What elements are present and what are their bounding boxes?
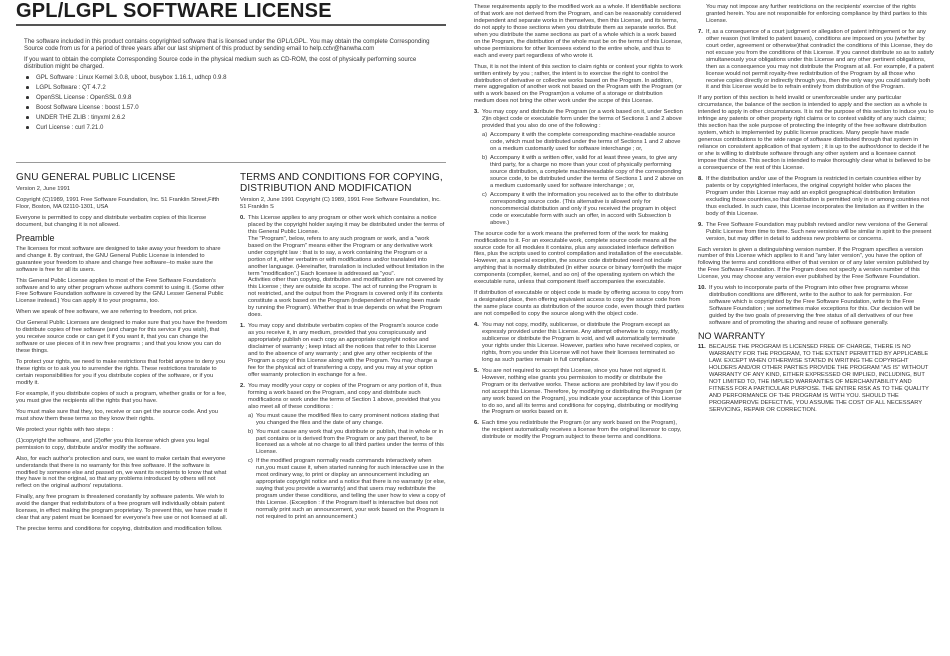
term-section-2 (240, 383, 446, 521)
section-text: The "Program", below, refers to any such program or work, and a "work based on the Program" means either the Program or any derivative work under copyright law : that is to say, a work containing the Program or a portion of it, either verbatim or with modifications and/or translated into another language. (Hereinafter, translation is included without limitation in the term "modification".) Each licensee is addressed as "you". (248, 235, 445, 277)
term-section-5 (474, 368, 684, 417)
preamble-paragraph: This General Public License applies to most of the Free Software Foundation's software and to any other program whose authors commit to using it. (Some other Free Software Foundation software is covered by the GNU Lesser General Public License instead.) You can apply it to your programs, too. (16, 277, 225, 305)
section-text: If, as a consequence of a court judgment or allegation of patent infringement or for any other reason (not limited to patent issues), conditions are imposed on you (whether by court order, agreement or otherwise)that contradict the conditions of this License, they do not excuse you from the conditions of this License. If you cannot distribute so as to satisfy simultaneously your obligations under this License and any other pertinent obligations, then as a consequence you may not distribute the Program at all. For example, if a patent license would not permit royalty-free redistribution of the Program by all those who receive copies directly or indirectly through you, then the only way you could satisfy both it and this License would be to refrain entirely from distribution of the Program. (706, 28, 934, 91)
term-section-3 (474, 109, 684, 226)
software-item: Boost Software License : boost 1.57.0 (34, 104, 444, 111)
terms-heading: TERMS AND CONDITIONS FOR COPYING, DISTRIBUTION AND MODIFICATION (240, 172, 443, 194)
section-text: You are not required to accept this License, since you have not signed it. However, nothing else grants you permission to modify or distribute the Program or its derivative works. These actions are prohibited by law if you do not accept this License. Therefore, by modifying or distributing the Program (or any work based on the Program), you indicate your acceptance of this License to do so, and all its terms and conditions for copying, distributing or modifying the Program or works based on it. (482, 367, 682, 416)
section-text: You may copy and distribute verbatim copies of the Program's source code as you receive it, in any medium, provided that you conspicuously and appropriately publish on each copy an appropriate copyright notice and disclaimer of warranty ; keep intact all the notices that refer to this License and to the absence of any warranty ; and give any other recipients of the Program a copy of this License along with the Program. You may charge a fee for the physical act of transferring a copy, and you may at your option offer warranty protection in exchange for a fee. (248, 323, 439, 378)
section-text: You may modify your copy or copies of the Program or any portion of it, thus forming a work based on the Program, and copy and distribute such modifications or work under the terms of Section 1 above, provided that you also meet all of these conditions : (248, 382, 442, 410)
section-text: If you wish to incorporate parts of the Program into other free programs whose distribution conditions are different, write to the author to ask for permission. For software which is copyrighted by the Free Software Foundation, write to the Free Software Foundation ; we sometimes make exceptions for this. Our decision will be guided by the two goals of preserving the free status of all derivatives of our free software and of promoting the sharing and reuse of software generally. (709, 285, 921, 327)
software-item: UNDER THE ZLIB : tinyxml 2.6.2 (34, 114, 444, 121)
page-title: GPL/LGPL SOFTWARE LICENSE (16, 0, 332, 22)
gpl-column (16, 172, 228, 652)
subsection-label: c) (482, 191, 487, 198)
section-text: Each time you redistribute the Program (or any work based on the Program), the recipient automatically receives a license from the original licensor to copy, distribute or modify the Program subject to these terms and conditions. (482, 420, 682, 441)
section-number: 4. (474, 322, 479, 329)
section-number: 6. (474, 420, 479, 427)
subsection-text: If the modified program normally reads commands interactively when run,you must cause it, when started running for such interactive use in the most ordinary way, to print or display an announcement including an appropriate copyright notice and a notice that there is no warranty (or else, saying that you provide a warranty) and that users may redistribute the program under these conditions, and telling the user how to view a copy of this License. (Exception : if the Program itself is interactive but does not normally print such an announcement, your work based on the Program is not required to print an announcement.) (256, 458, 446, 520)
subsection (482, 192, 684, 227)
section-number: 3. (474, 109, 479, 116)
title-divider (16, 24, 446, 26)
preamble-paragraph: When we speak of free software, we are referring to freedom, not price. (16, 309, 198, 316)
subsection-text: Accompany it with the information you received as to the offer to distribute corresponding source code. (This alternative is allowed only for noncommercial distribution and only if you received the program in object code or executable form with such an offer, in accord with Subsection b above.) (490, 191, 679, 226)
subsection-label: b) (248, 428, 254, 435)
terms-column-final (698, 4, 934, 652)
intro-paragraph: If you want to obtain the complete Corresponding Source code in the physical medium such as CD-ROM, the cost of physically performing source distribution might be charged. (24, 55, 417, 71)
term-section-8 (698, 176, 934, 218)
subsection-text: You must cause the modified files to carry prominent notices stating that you changed the files and the date of any change. (256, 412, 439, 426)
subsection (482, 155, 684, 190)
section-number: 9. (698, 221, 703, 228)
term-section-1 (240, 323, 446, 379)
intro-paragraph: The software included in this product contains copyrighted software that is licensed under the GPL/LGPL. You may obtain the complete Corresponding Source code from us for a period of three years after our last shipment of this product by sending email to help.cctv@hanwha.com (24, 38, 430, 53)
term-section-0 (240, 215, 446, 319)
section-number: 5. (474, 367, 479, 374)
subsection-label: c) (248, 458, 253, 465)
software-item: LGPL Software : QT 4.7.2 (34, 84, 444, 91)
gpl-version: Version 2, June 1991 (16, 186, 71, 192)
subsection-text: You must cause any work that you distribute or publish, that in whole or in part contains or is derived from the Program or any part thereof, to be licensed as a whole at no charge to all third parties under the terms of this License. (256, 428, 444, 456)
section-text: This License applies to any program or other work which contains a notice placed by the copyright holder saying it may be distributed under the terms of this General Public License. (248, 214, 445, 235)
section-number: 0. (240, 214, 245, 221)
body-paragraph: The source code for a work means the preferred form of the work for making modifications to it. For an executable work, complete source code means all the source code for all modules it contains, plus any associated interface definition files, plus the scripts used to control compilation and installation of the executable. However, as a special exception, the source code distributed need not include anything that is normally distributed (in either source or binary form)with the major components (compiler, kernel, and so on) of the operating system on which the executable runs, unless that component itself accompanies the executable. (474, 230, 683, 286)
subsection (248, 458, 446, 521)
gpl-verbatim-note: Everyone is permitted to copy and distribute verbatim copies of this license document, but changing it is not allowed. (16, 214, 207, 228)
section-number: 1. (240, 323, 245, 330)
preamble-paragraph: The precise terms and conditions for copying, distribution and modification follow. (16, 526, 223, 533)
subsection-text: Accompany it with the complete corresponding machine-readable source code, which must be distributed under the terms of Sections 1 and 2 above on a medium customarily used for software interchange ; or, (490, 132, 681, 153)
no-warranty-heading: NO WARRANTY (698, 330, 766, 341)
preamble-paragraph: For example, if you distribute copies of such a program, whether gratis or for a fee, you must give the recipients all the rights that you have. (16, 390, 227, 404)
term-section-11 (698, 344, 934, 414)
preamble-paragraph: You must make sure that they, too, receive or can get the source code. And you must show them these terms so they know their rights. (16, 408, 219, 422)
intro-divider (16, 162, 446, 163)
subsection-label: a) (248, 412, 254, 419)
section-number: 8. (698, 175, 703, 182)
section-text: BECAUSE THE PROGRAM IS LICENSED FREE OF CHARGE, THERE IS NO WARRANTY FOR THE PROGRAM, TO THE EXTENT PERMITTED BY APPLICABLE LAW. EXCEPT WHEN OTHERWISE STATED IN WRITING THE COPYRIGHT HOLDERS AND/OR OTHER PARTIES PROVIDE THE PROGRAM "AS IS" WITHOUT WARRANTY OF ANY KIND, EITHER EXPRESSED OR IMPLIED, INCLUDING, BUT NOT LIMITED TO, THE IMPLIED WARRANTIES OF MERCHANTABILITY AND FITNESS FOR A PARTICULAR PURPOSE. THE ENTIRE RISK AS TO THE QUALITY AND PERFORMANCE OF THE PROGRAM IS WITH YOU. SHOULD THE PROGRAMPROVE DEFECTIVE, YOU ASSUME THE COST OF ALL NECESSARY SERVICING, REPAIR OR CORRECTION. (709, 343, 929, 413)
preamble-paragraph: The licenses for most software are designed to take away your freedom to share and change it. By contrast, the GNU General Public License is intended to guarantee your freedom to share and change free software--to make sure the software is free for all its users. (16, 245, 221, 273)
section-number: 2. (240, 382, 245, 389)
body-paragraph: You may not impose any further restrictions on the recipients' exercise of the rights granted herein. You are not responsible for enforcing compliance by third parties to this License. (706, 4, 927, 24)
body-paragraph: If any portion of this section is held invalid or unenforceable under any particular circumstance, the balance of the section is intended to apply and the section as a whole is intended to apply in other circumstances. It is not the purpose of this section to induce you to infringe any patents or other property right claims or to contest validity of any such claims; this section has the sole purpose of protecting the integrity of the free software distribution system, which is implemented by public license practices. Many people have made generous contributions to the wide range of software distributed through that system in reliance on consistent application of that system ; it is up to the author/donor to decide if he or she is willing to distribute software through any other system and a licensee cannot impose that choice. This section is intended to make thoroughly clear what is believed to be a consequence of the rest of this License. (698, 95, 934, 171)
preamble-heading: Preamble (16, 232, 55, 243)
preamble-paragraph: Also, for each author's protection and ours, we want to make certain that everyone understands that there is no warranty for this free software. If the software is modified by someone else and passed on, we want its recipients to know that what they have is not the original, so that any problems introduced by others will not reflect on the original authors' reputations. (16, 455, 227, 490)
terms-list (474, 109, 684, 226)
intro-section (24, 38, 444, 134)
term-section-9 (698, 222, 934, 243)
preamble-paragraph: To protect your rights, we need to make restrictions that forbid anyone to deny you these rights or to ask you to surrender the rights. These restrictions translate to certain responsibilities for you if you distribute copies of the software, or if you modify it. (16, 359, 226, 386)
gpl-heading: GNU GENERAL PUBLIC LICENSE (16, 172, 176, 183)
subsection (482, 132, 684, 153)
subsection (248, 429, 446, 457)
body-paragraph: Thus, it is not the intent of this section to claim rights or contest your rights to work written entirely by you ; rather, the intent is to exercise the right to control the distribution of derivative or collective works based on the Program. In addition, mere aggregation of another work not based on the Program with the Program (or with a work based on the Program)on a volume of a storage or distribution medium does not bring the other work under the scope of this License. (474, 63, 683, 105)
preamble-paragraph: Finally, any free program is threatened constantly by software patents. We wish to avoid the danger that redistributors of a free program will individually obtain patent licenses, in effect making the program proprietary. To prevent this, we have made it clear that any patent must be licensed for everyone's free use or not licensed at all. (16, 494, 228, 522)
software-item: GPL Software : Linux Kernel 3.0.8, uboot, busybox 1.16.1, udhcp 0.9.8 (34, 74, 444, 81)
preamble-paragraph: We protect your rights with two steps : (16, 426, 114, 433)
section-number: 7. (698, 28, 703, 35)
subsection (248, 413, 446, 427)
terms-version: Version 2, June 1991 Copyright (C) 1989, 1991 Free Software Foundation, Inc. 51 Franklin S (240, 197, 441, 210)
section-text: You may copy and distribute the Program (or a work based on it, under Section 2)in object code or executable form under the terms of Sections 1 and 2 above provided that you also do one of the following : (482, 109, 683, 130)
term-section-4 (474, 322, 684, 364)
body-paragraph: These requirements apply to the modified work as a whole. If identifiable sections of that work are not derived from the Program, and can be reasonably considered independent and separate works in themselves, then this License, and its terms, do not apply to those sections when you distribute them as separate works. But when you distribute the same sections as part of a whole which is a work based on the Program, the distribution of the whole must be on the terms of this License, whose permissions for other licensees extend to the entire whole, and thus to each and every part regardless of who wrote it. (474, 4, 683, 59)
subsection-text: Accompany it with a written offer, valid for at least three years, to give any third party, for a charge no more than your cost of physically performing source distribution, a complete machinereadable copy of the corresponding source code, to be distributed under the terms of Sections 1 and 2 above on a medium customarily used for software interchange ; or, (490, 155, 684, 189)
term-section-6 (474, 420, 684, 441)
terms-column-continued (474, 4, 684, 652)
subsection-label: b) (482, 155, 488, 162)
section-text: Activities other than copying, distribution and modification are not covered by this License ; they are outside its scope. The act of running the Program is not restricted, and the output from the Program is covered only if its contents constitute a work based on the Program (independent of having been made by running the Program). Whether that is true depends on what the Program does. (248, 277, 444, 319)
software-item: Curl License : curl 7.21.0 (34, 124, 444, 131)
body-paragraph: If distribution of executable or object code is made by offering access to copy from a designated place, then offering equivalent access to copy the source code from the same place counts as distribution of the source code, even though third parties are not compelled to copy the source along with the object code. (474, 290, 684, 318)
body-paragraph: Each version is given a distinguishing version number. If the Program specifies a version number of this License which applies to it and "any later version", you have the option of following the terms and conditions either of that version or of any later version published by the Free Software Foundation. If the Program does not specify a version number of this License, you may choose any version ever published by the Free Software Foundation. (698, 246, 930, 281)
software-item: OpenSSL License : OpenSSL 0.9.8 (34, 94, 444, 101)
terms-list (698, 29, 934, 92)
gpl-copyright: Copyright (C)1989, 1991 Free Software Foundation, Inc. 51 Franklin Street,Fifth Floor, Boston, MA 02110-1301, USA (16, 196, 220, 210)
terms-list (240, 215, 446, 521)
section-number: 10. (698, 285, 706, 292)
section-text: The Free Software Foundation may publish revised and/or new versions of the General Public License from time to time. Such new versions will be similar in spirit to the present version, but may differ in detail to address new problems or concerns. (706, 221, 932, 242)
preamble-paragraph: Our General Public Licenses are designed to make sure that you have the freedom to distribute copies of free software (and charge for this service if you wish), that you receive source code or can get it if you want it, that you can change the software or use pieces of it in new free programs ; and that you know you can do these things. (16, 320, 228, 355)
terms-list (474, 322, 684, 441)
section-number: 11. (698, 343, 706, 350)
subsection-label: a) (482, 132, 488, 139)
terms-column (240, 172, 446, 652)
terms-list (698, 344, 934, 414)
section-text: If the distribution and/or use of the Program is restricted in certain countries either by patents or by copyrighted interfaces, the original copyright holder who places the Program under this License may add an explicit geographical distribution limitation excluding those countries,so that distribution is permitted only in or among countries not thus excluded. In such case, this License incorporates the limitation as if written in the body of this License. (706, 175, 930, 217)
terms-list (698, 285, 934, 327)
term-section-7 (698, 29, 934, 92)
preamble-paragraph: (1)copyright the software, and (2)offer you this license which gives you legal permission to copy, distribute and/or modify the software. (16, 437, 209, 451)
section-text: You may not copy, modify, sublicense, or distribute the Program except as expressly provided under this License. Any attempt otherwise to copy, modify, sublicense or distribute the Program is void, and will automatically terminate your rights under this License. However, parties who have received copies, or rights, from you under this License will not have their licenses terminated so long as such parties remain in full compliance. (482, 322, 680, 363)
terms-list (698, 176, 934, 243)
term-section-10 (698, 285, 934, 327)
software-list (24, 74, 444, 131)
